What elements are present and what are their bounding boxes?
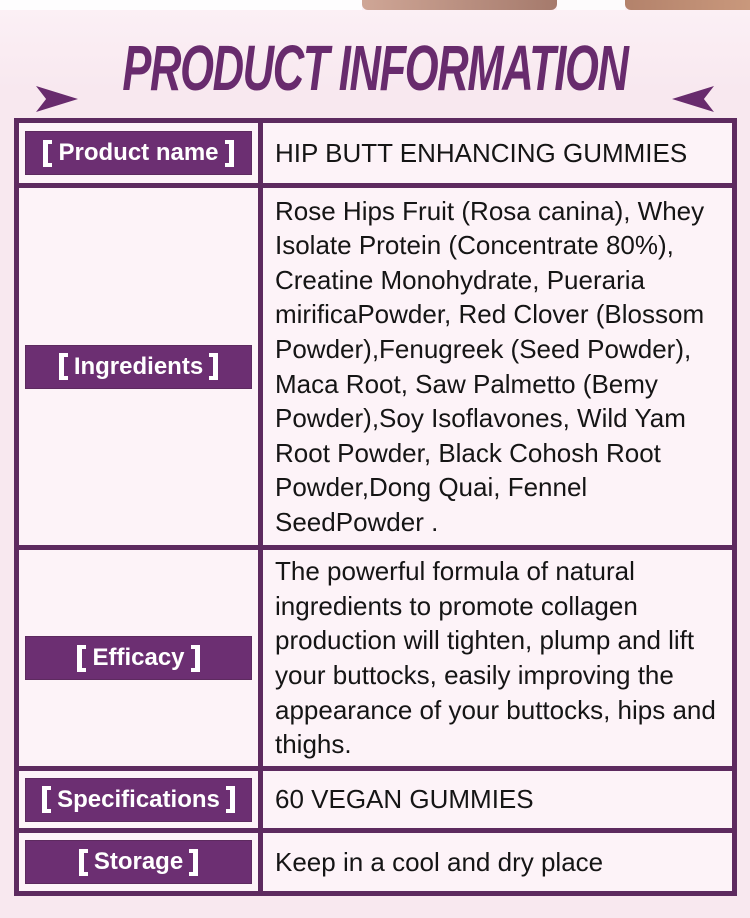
left-lens-bracket-icon [42, 786, 51, 813]
row-label-cell-product-name [19, 123, 258, 183]
page-header [0, 30, 750, 106]
photo-strip-segment [0, 0, 362, 10]
left-lens-bracket-icon [59, 353, 68, 380]
row-value-cell-specifications [263, 771, 732, 828]
photo-strip-segment [362, 0, 557, 10]
page-title: PRODUCT INFORMATION [122, 32, 628, 104]
row-value: HIP BUTT ENHANCING GUMMIES [275, 137, 688, 168]
label-badge-specifications [25, 778, 252, 822]
row-label-cell-ingredients [19, 188, 258, 545]
row-label: Product name [58, 139, 219, 166]
row-label: Storage [93, 848, 184, 875]
row-label: Ingredients [73, 352, 204, 380]
row-value: The powerful formula of natural ingredients to promote collagen production will tighten, plump and lift your buttocks, easily improving the appearance of your buttocks, hips and thighs. [275, 556, 724, 760]
right-lens-bracket-icon [191, 645, 200, 672]
arrow-right-icon [36, 86, 78, 112]
label-badge-product-name [25, 131, 252, 175]
row-label: Efficacy [92, 644, 185, 671]
row-value: Keep in a cool and dry place [275, 846, 604, 877]
left-lens-bracket-icon [79, 849, 88, 876]
right-lens-bracket-icon [225, 140, 234, 167]
row-label-cell-storage [19, 833, 258, 891]
photo-strip [0, 0, 750, 10]
arrow-left-icon [672, 86, 714, 112]
row-value: Rose Hips Fruit (Rosa canina), Whey Isolate Protein (Concentrate 80%), Creatine Monohydrate, Pueraria mirificaPowder, Red Clover (Blossom Powder),Fenugreek (Seed Powder), Maca Root, Saw Palmetto (Bemy Powder),Soy Isoflavones, Wild Yam Root Powder, Black Cohosh Root Powder,Dong Quai, Fennel SeedPowder . [275, 195, 712, 537]
left-lens-bracket-icon [77, 645, 86, 672]
label-badge-efficacy [25, 636, 252, 680]
row-value-cell-efficacy [263, 550, 732, 766]
right-lens-bracket-icon [226, 786, 235, 813]
right-lens-bracket-icon [189, 849, 198, 876]
product-info-table [14, 118, 737, 896]
row-label-cell-specifications [19, 771, 258, 828]
row-label-cell-efficacy [19, 550, 258, 766]
label-badge-ingredients [25, 345, 252, 389]
row-value-cell-product-name [263, 123, 732, 183]
row-value-cell-storage [263, 833, 732, 891]
row-label: Specifications [57, 785, 220, 813]
right-lens-bracket-icon [209, 353, 218, 380]
row-value: 60 VEGAN GUMMIES [275, 784, 534, 815]
row-value-cell-ingredients [263, 188, 732, 545]
left-lens-bracket-icon [43, 140, 52, 167]
label-badge-storage [25, 840, 252, 884]
photo-strip-segment [557, 0, 625, 10]
photo-strip-segment [625, 0, 750, 10]
